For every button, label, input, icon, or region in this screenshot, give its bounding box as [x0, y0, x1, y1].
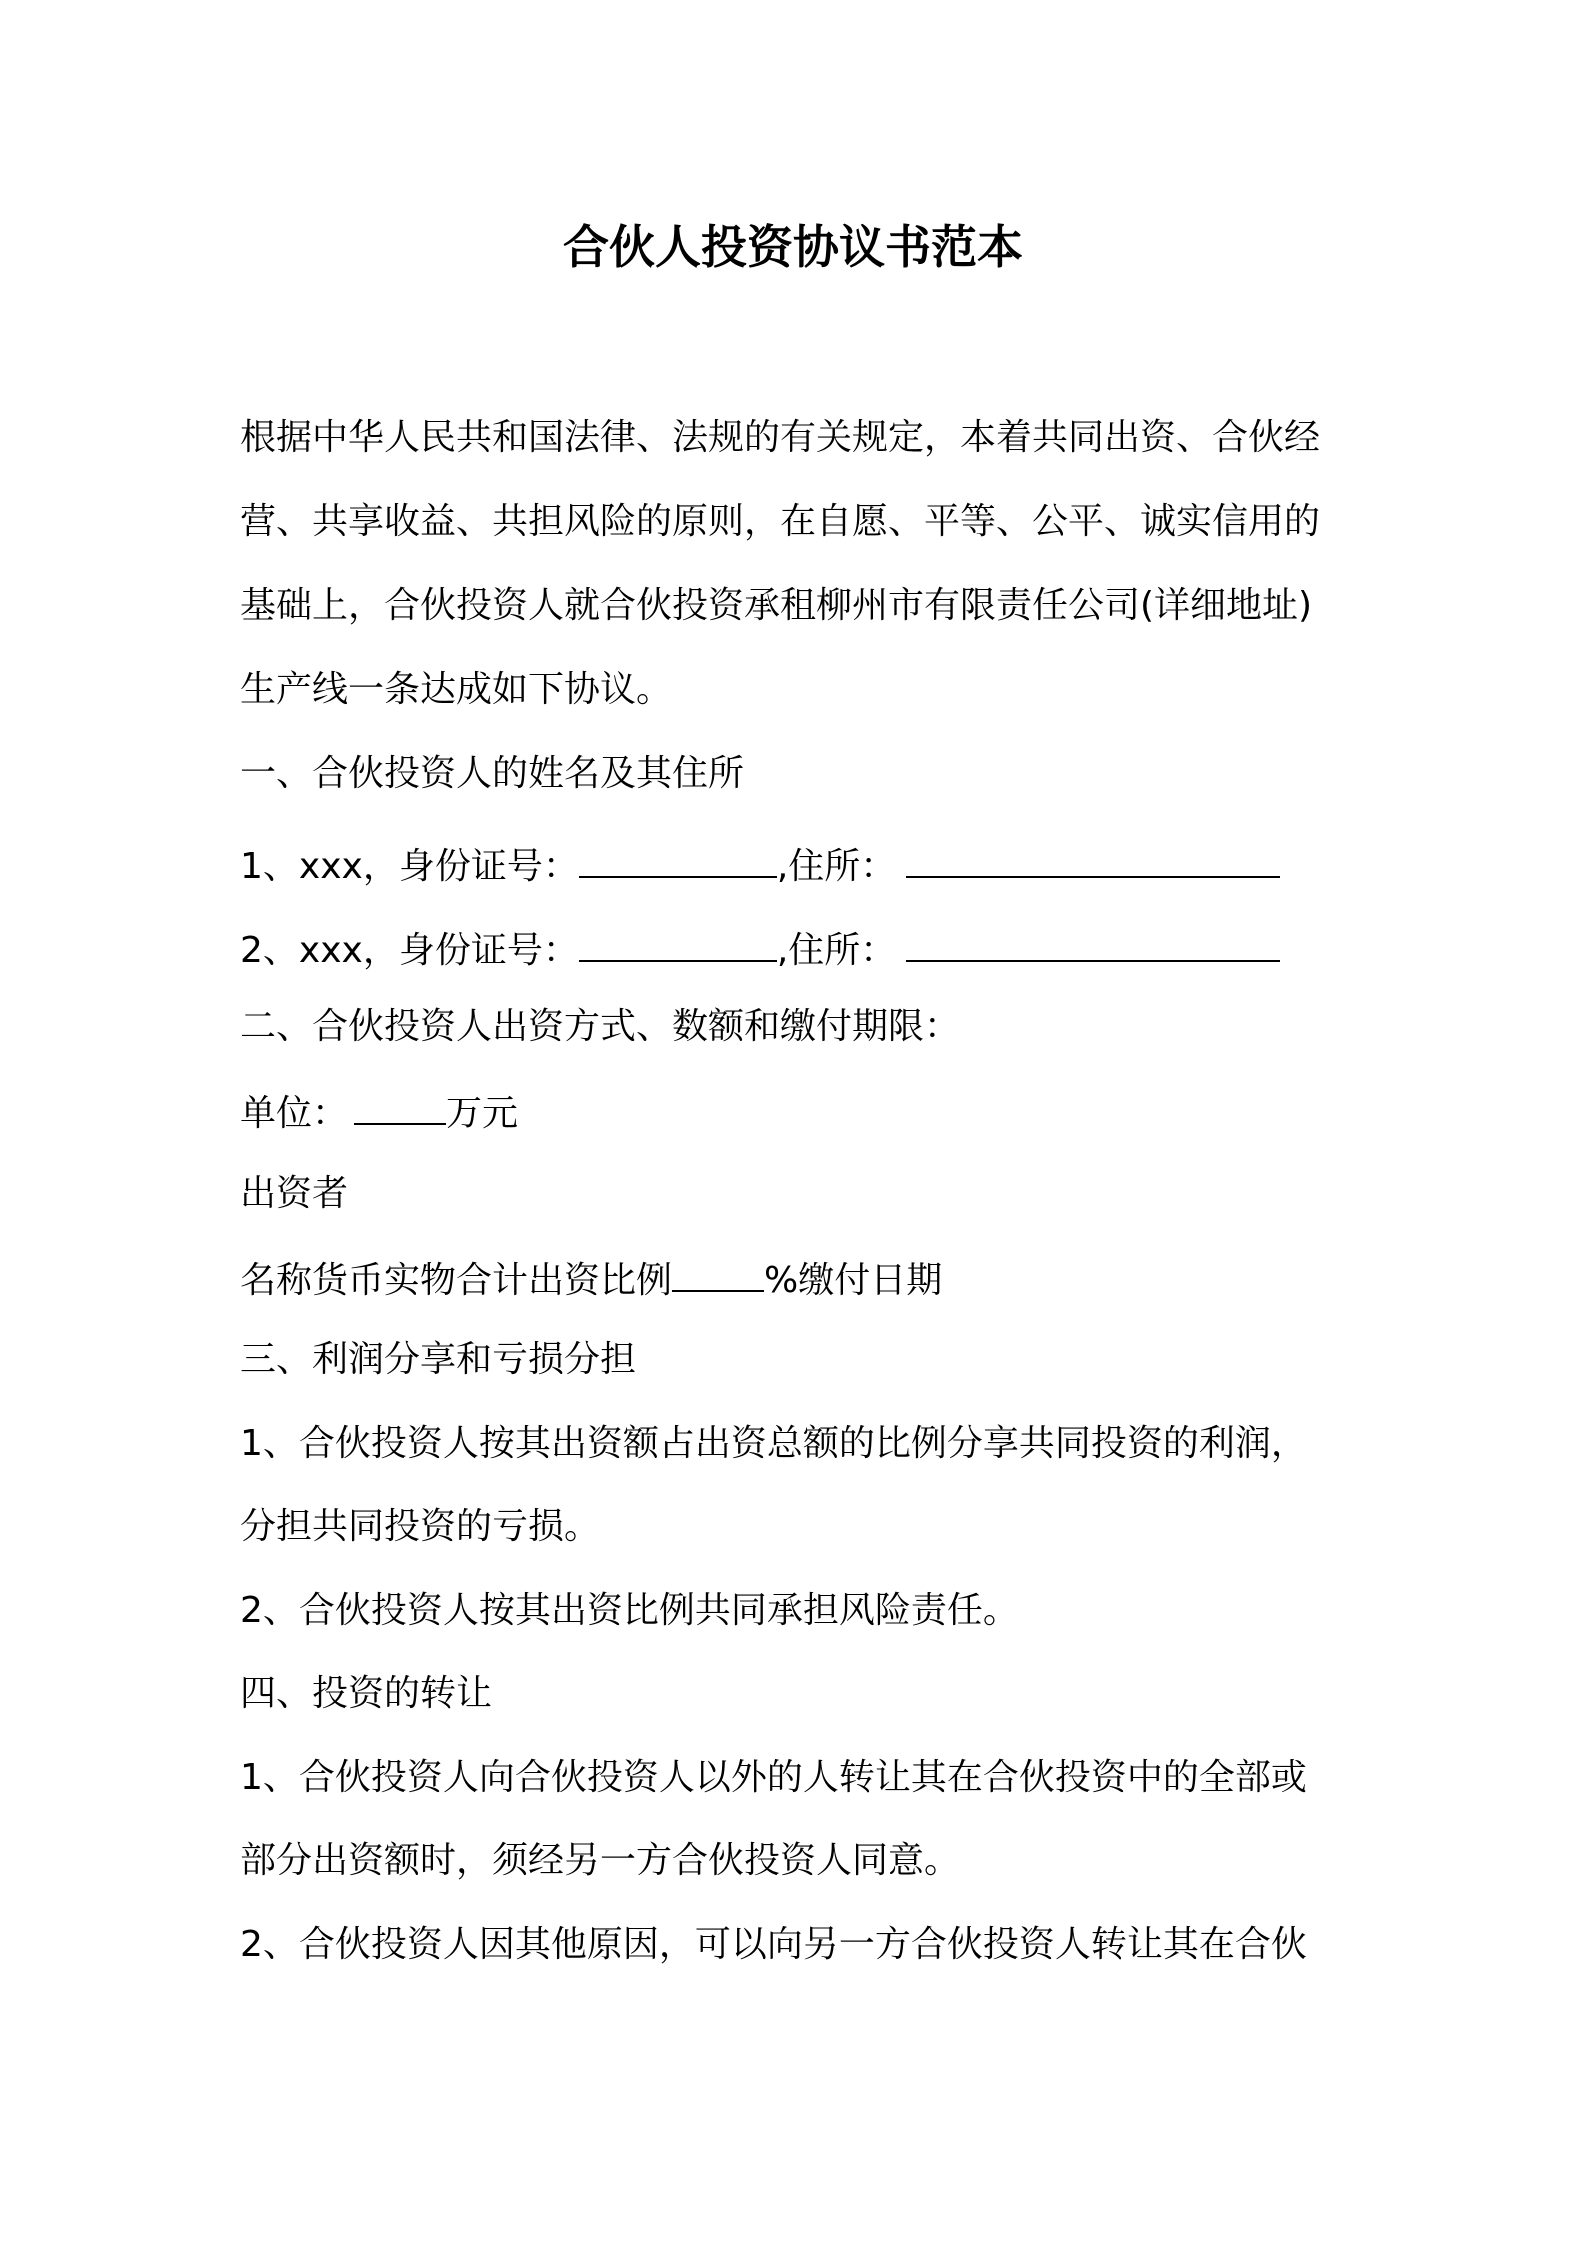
section-4-item-1-line-1: 1、合伙投资人向合伙投资人以外的人转让其在合伙投资中的全部或 [240, 1757, 1307, 1798]
intro-line-3: 基础上，合伙投资人就合伙投资承租柳州市有限责任公司(详细地址) [240, 585, 1313, 626]
section-4-item-2-line-1: 2、合伙投资人因其他原因，可以向另一方合伙投资人转让其在合伙 [240, 1924, 1307, 1965]
section-3-heading: 三、利润分享和亏损分担 [240, 1339, 637, 1380]
unit-blank [354, 1083, 446, 1125]
section-3-item-2: 2、合伙投资人按其出资比例共同承担风险责任。 [240, 1590, 1019, 1631]
unit-value: 万元 [446, 1093, 519, 1134]
partner-1-address-blank [906, 836, 1280, 878]
partner-2-id-blank [579, 920, 777, 962]
partner-2-row [240, 920, 1280, 974]
document-title: 合伙人投资协议书范本 [563, 220, 1023, 274]
section-4-heading: 四、投资的转让 [240, 1673, 493, 1714]
partner-2-address-blank [906, 920, 1280, 962]
partner-1-id-label: 1、xxx，身份证号： [240, 846, 579, 887]
intro-line-1: 根据中华人民共和国法律、法规的有关规定，本着共同出资、合伙经 [240, 417, 1321, 458]
section-1-heading: 一、合伙投资人的姓名及其住所 [240, 753, 745, 794]
intro-line-4: 生产线一条达成如下协议。 [240, 669, 673, 710]
section-3-item-1-line-1: 1、合伙投资人按其出资额占出资总额的比例分享共同投资的利润， [240, 1423, 1307, 1464]
contribution-columns-row [240, 1250, 942, 1304]
unit-row [240, 1083, 518, 1137]
contributor-label: 出资者 [240, 1173, 349, 1214]
contribution-ratio-blank [672, 1250, 764, 1292]
section-2-heading: 二、合伙投资人出资方式、数额和缴付期限： [240, 1006, 961, 1047]
section-3-item-1-line-2: 分担共同投资的亏损。 [240, 1506, 601, 1547]
intro-line-2: 营、共享收益、共担风险的原则，在自愿、平等、公平、诚实信用的 [240, 501, 1321, 542]
contribution-columns-prefix: 名称货币实物合计出资比例 [240, 1260, 673, 1301]
partner-1-id-blank [579, 836, 777, 878]
partner-1-address-label: ,住所： [776, 846, 897, 887]
contribution-columns-suffix: %缴付日期 [764, 1260, 943, 1301]
partner-2-id-label: 2、xxx，身份证号： [240, 930, 579, 971]
unit-label: 单位： [240, 1093, 349, 1134]
partner-2-address-label: ,住所： [776, 930, 897, 971]
partner-1-row [240, 836, 1280, 890]
section-4-item-1-line-2: 部分出资额时，须经另一方合伙投资人同意。 [240, 1840, 961, 1881]
